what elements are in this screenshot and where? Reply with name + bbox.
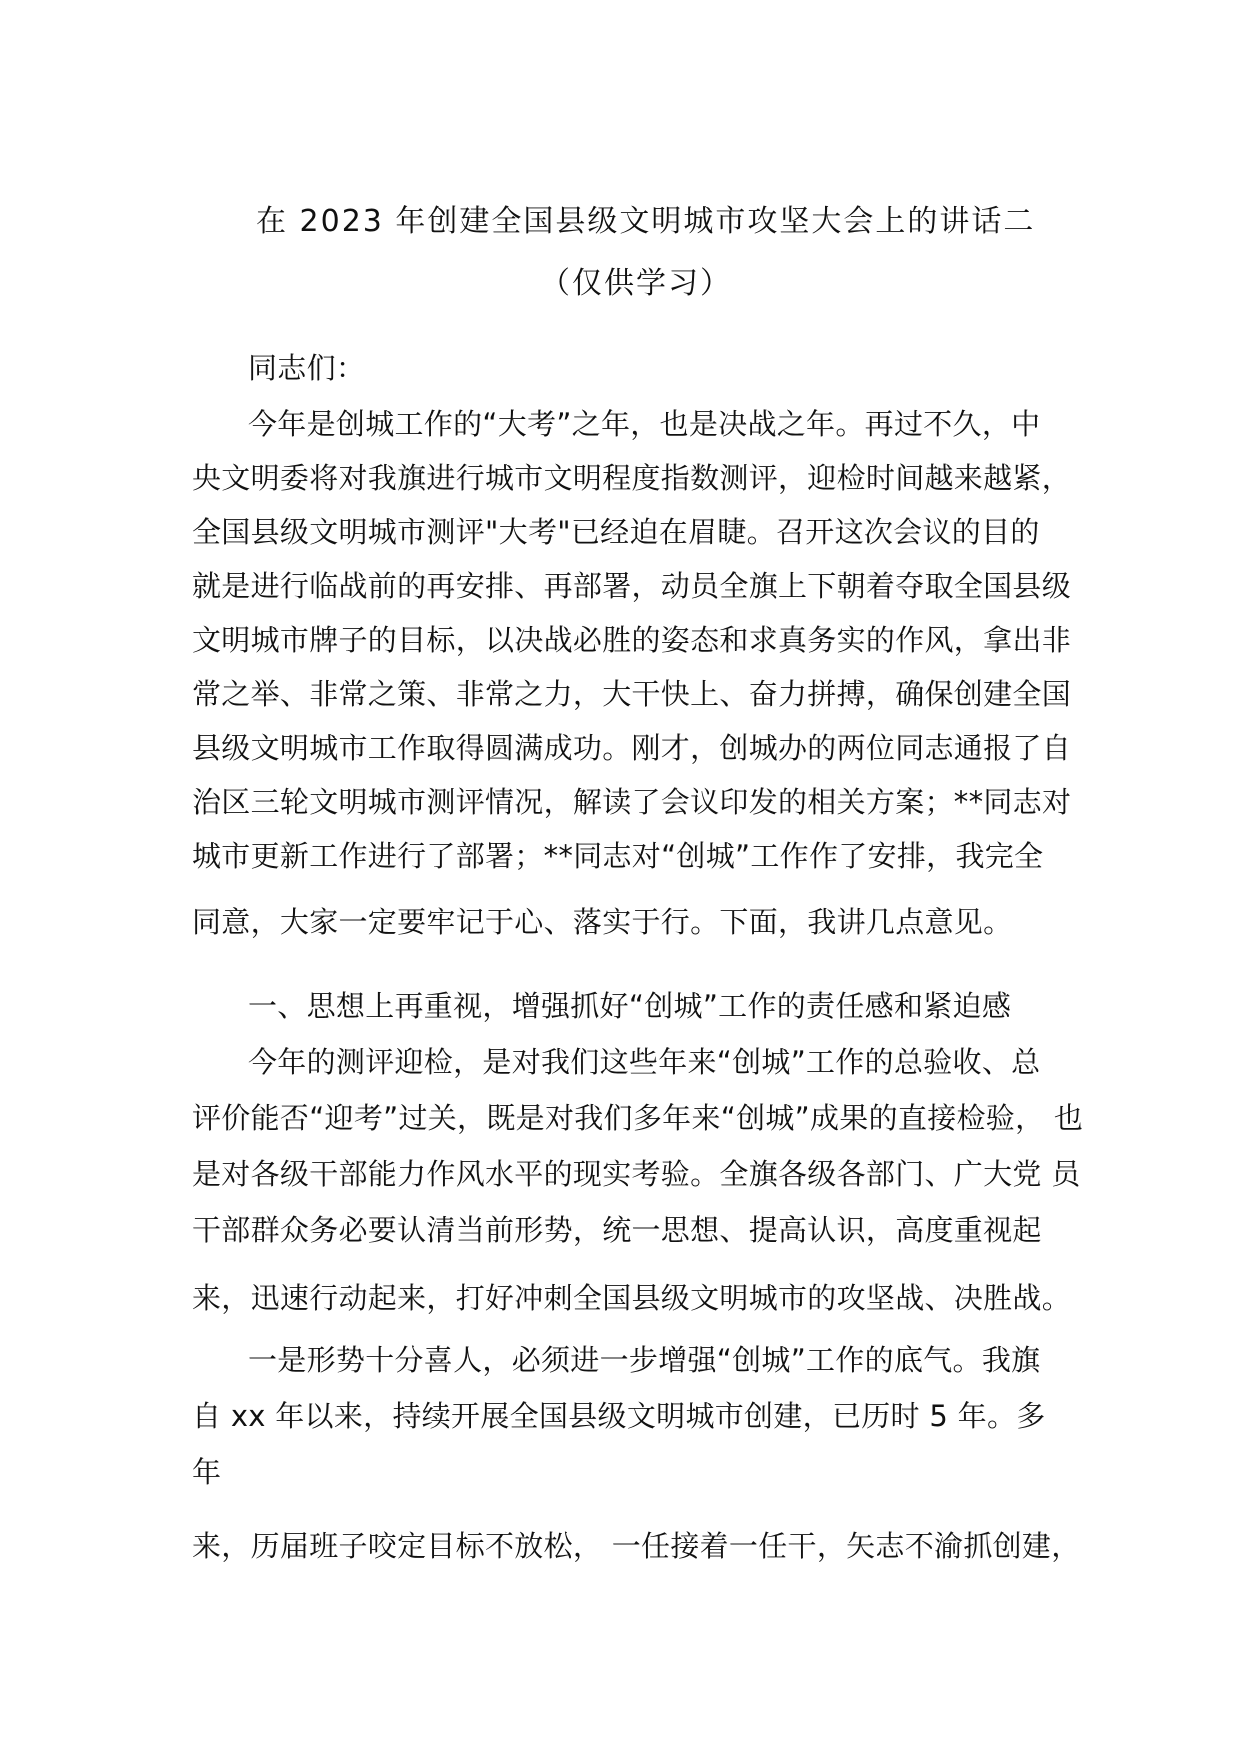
paragraph-line: 今年是创城工作的“大考”之年，也是决战之年。再过不久，中 — [248, 407, 1041, 441]
paragraph-line: 城市更新工作进行了部署；**同志对“创城”工作作了安排，我完全 — [192, 839, 1044, 873]
paragraph-line: 一是形势十分喜人，必须进一步增强“创城”工作的底气。我旗 — [248, 1343, 1041, 1377]
paragraph-line: 文明城市牌子的目标，以决战必胜的姿态和求真务实的作风，拿出非 — [192, 623, 1072, 657]
paragraph-line: 就是进行临战前的再安排、再部署，动员全旗上下朝着夺取全国县级 — [192, 569, 1072, 603]
paragraph-line: 央文明委将对我旗进行城市文明程度指数测评，迎检时间越来越紧， — [192, 461, 1072, 495]
paragraph-line: 同意，大家一定要牢记于心、落实于行。下面，我讲几点意见。 — [192, 905, 1013, 939]
salutation: 同志们： — [248, 351, 366, 385]
paragraph-line: 是对各级干部能力作风水平的现实考验。全旗各级各部门、广大党 员 — [192, 1157, 1081, 1191]
paragraph-line: 自 xx 年以来，持续开展全国县级文明城市创建，已历时 5 年。多 — [192, 1399, 1046, 1433]
paragraph-line: 县级文明城市工作取得圆满成功。刚才，创城办的两位同志通报了自 — [192, 731, 1072, 765]
paragraph-line: 常之举、非常之策、非常之力，大干快上、奋力拼搏，确保创建全国 — [192, 677, 1072, 711]
document-title: 在 2023 年创建全国县级文明城市攻坚大会上的讲话二 — [256, 204, 1036, 239]
section-heading: 一、思想上再重视，增强抓好“创城”工作的责任感和紧迫感 — [248, 989, 1012, 1023]
paragraph-line: 年 — [192, 1455, 222, 1489]
paragraph-line: 评价能否“迎考”过关，既是对我们多年来“创城”成果的直接检验， 也 — [192, 1101, 1084, 1135]
document-subtitle: （仅供学习） — [540, 266, 732, 301]
paragraph-line: 今年的测评迎检，是对我们这些年来“创城”工作的总验收、总 — [248, 1045, 1041, 1079]
paragraph-line: 干部群众务必要认清当前形势，统一思想、提高认识，高度重视起 — [192, 1213, 1042, 1247]
paragraph-line: 来，历届班子咬定目标不放松， 一任接着一任干，矢志不渝抓创建， — [192, 1529, 1081, 1563]
paragraph-line: 治区三轮文明城市测评情况，解读了会议印发的相关方案；**同志对 — [192, 785, 1072, 819]
paragraph-line: 全国县级文明城市测评"大考"已经迫在眉睫。召开这次会议的目的 — [192, 515, 1040, 549]
paragraph-line: 来，迅速行动起来，打好冲刺全国县级文明城市的攻坚战、决胜战。 — [192, 1281, 1072, 1315]
